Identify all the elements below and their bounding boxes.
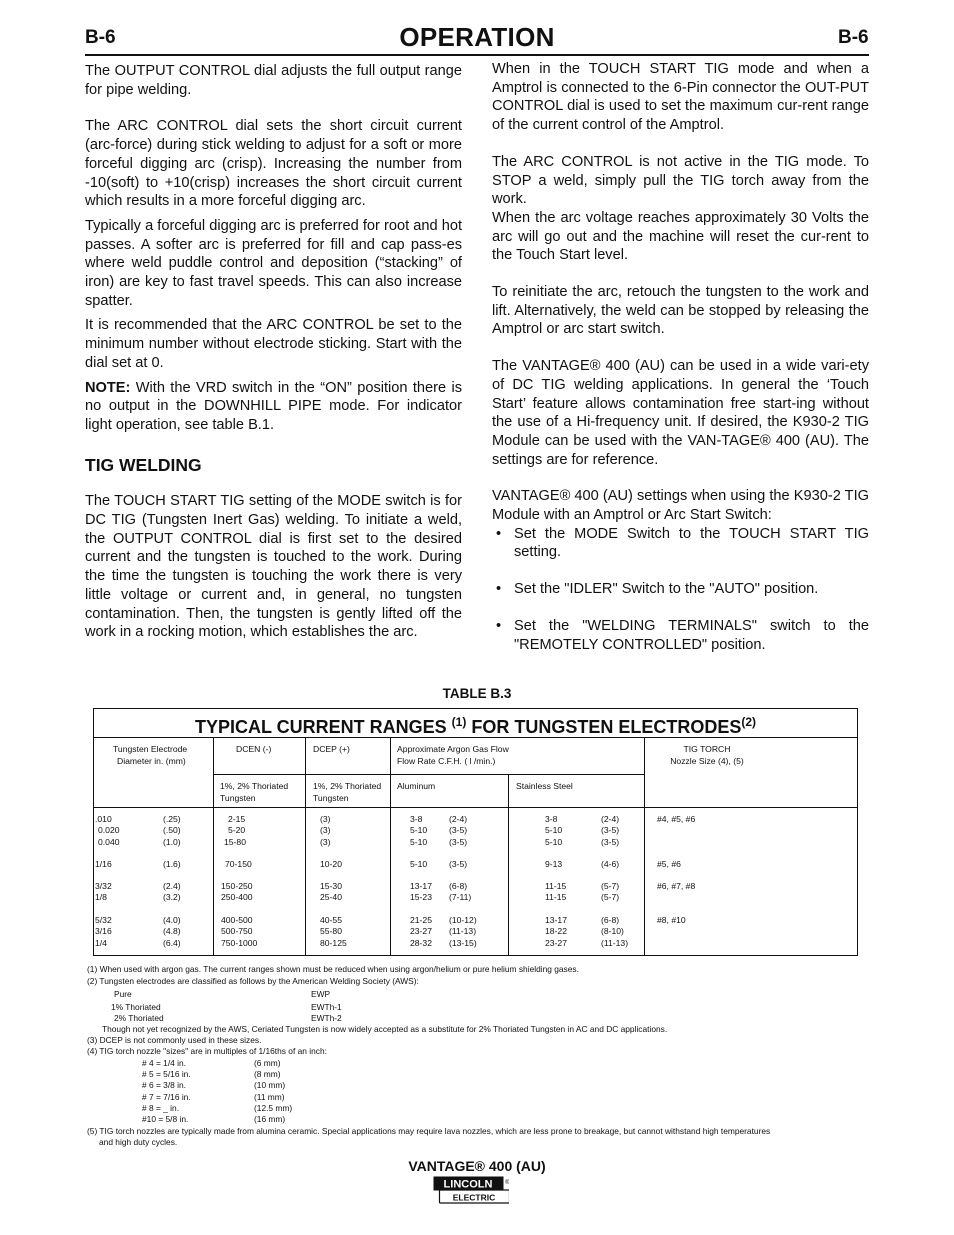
table-divider <box>508 774 509 956</box>
footnote-2: (2) Tungsten electrodes are classified as follows by the American Welding Society (AWS): <box>87 976 419 986</box>
footnote-2-ceriated: Though not yet recognized by the AWS, Ceriated Tungsten is now widely accepted as a substitute for 2% Thoriated Tungsten in AC and DC applications. <box>102 1024 668 1034</box>
table-cell-aluminum-lpm: (11-13) <box>449 926 477 937</box>
table-divider <box>213 738 214 956</box>
header-dcen: DCEN (-) <box>236 744 272 754</box>
nozzle-size: # 5 = 5/16 in. <box>142 1069 191 1080</box>
table-cell-diameter-in: 1/4 <box>95 937 107 948</box>
table-cell-stainless-cfh: 11-15 <box>545 881 567 891</box>
table-cell-diameter-mm: (3.2) <box>163 892 181 903</box>
table-cell-stainless-cfh: 5-10 <box>545 836 563 847</box>
table-divider <box>305 738 306 956</box>
table-cell-stainless-lpm: (5-7) <box>601 892 620 903</box>
nozzle-size-mm: (10 mm) <box>254 1080 286 1091</box>
table-cell-aluminum-cfh: 5-10 <box>410 859 428 869</box>
table-cell-aluminum-cfh: 5-10 <box>410 836 428 847</box>
table-cell-diameter-in: 5/32 <box>95 915 112 925</box>
arc-control-paragraph: The ARC CONTROL dial sets the short circuit current (arc-force) during stick welding to adjust for a soft or more forceful digging arc (crisp). Increasing the number from -10(soft) to +10(crisp) increases the short circuit current which results in a more forceful digging arc. <box>85 118 462 210</box>
footnote-4: (4) TIG torch nozzle "sizes" are in multiples of 1/16ths of an inch: <box>87 1046 327 1056</box>
table-cell-dcep-range: 40-55 <box>320 915 342 925</box>
table-cell-diameter-in: 0.020 <box>98 825 120 836</box>
recommendation-paragraph: It is recommended that the ARC CONTROL be set to the minimum number without electrode sticking. Start with the dial set at 0. <box>85 317 462 371</box>
nozzle-size-mm: (12.5 mm) <box>254 1102 293 1113</box>
table-cell-nozzle-size: #4, #5, #6 <box>657 814 696 824</box>
table-cell-dcep-range: 55-80 <box>320 926 342 937</box>
table-cell-stainless-cfh: 23-27 <box>545 937 567 948</box>
aws-class-code: EWTh-1 <box>311 1002 342 1012</box>
table-cell-dcen-range: 2-15 <box>228 814 246 824</box>
table-cell-stainless-lpm: (6-8) <box>601 915 620 925</box>
aws-class-name: Pure <box>114 989 132 999</box>
nozzle-size: # 6 = 3/8 in. <box>142 1080 187 1091</box>
table-cell-nozzle-size: #8, #10 <box>657 915 686 925</box>
table-cell-dcen-range: 400-500 <box>221 915 253 925</box>
applications-paragraph: The VANTAGE® 400 (AU) can be used in a wide vari-ety of DC TIG welding applications. In general the ‘Touch Start’ feature allows contamination free start-ing without the use of a Hi-frequency unit. If desired, the K930-2 TIG Module can be used with the VAN-TAGE® 400 (AU). The settings are for reference. <box>492 358 869 468</box>
lincoln-electric-logo <box>433 1176 509 1204</box>
table-cell-diameter-mm: (1.6) <box>163 859 181 869</box>
settings-bullet: • Set the MODE Switch to the TOUCH START TIG setting. <box>496 525 869 561</box>
table-cell-dcep-range: (3) <box>320 814 331 824</box>
subheader-stainless: Stainless Steel <box>516 781 573 791</box>
table-cell-aluminum-lpm: (6-8) <box>449 881 468 891</box>
subheader-dcen: 1%, 2% Thoriated Tungsten <box>220 781 289 803</box>
table-divider <box>213 774 644 775</box>
table-cell-aluminum-cfh: 5-10 <box>410 825 428 836</box>
table-cell-diameter-mm: (.50) <box>163 825 181 836</box>
table-cell-diameter-in: 0.040 <box>98 836 120 847</box>
header-dcep: DCEP (+) <box>313 744 350 754</box>
footer-product-name: VANTAGE® 400 (AU) <box>408 1158 546 1174</box>
table-cell-diameter-in: 3/32 <box>95 881 112 891</box>
page-number-left: B-6 <box>85 27 116 48</box>
table-cell-stainless-lpm: (2-4) <box>601 814 620 824</box>
table-cell-stainless-cfh: 9-13 <box>545 859 563 869</box>
table-cell-aluminum-lpm: (13-15) <box>449 937 477 948</box>
table-cell-diameter-in: 3/16 <box>95 926 112 937</box>
output-control-paragraph: The OUTPUT CONTROL dial adjusts the full output range for pipe welding. <box>85 63 462 98</box>
svg-text:ELECTRIC: ELECTRIC <box>452 1192 496 1203</box>
table-cell-aluminum-cfh: 3-8 <box>410 814 423 824</box>
subheader-aluminum: Aluminum <box>397 781 436 791</box>
table-cell-aluminum-lpm: (7-11) <box>449 892 472 903</box>
table-cell-dcep-range: (3) <box>320 825 331 836</box>
table-cell-nozzle-size: #5, #6 <box>657 859 681 869</box>
arc-control-tig-paragraph: The ARC CONTROL is not active in the TIG mode. To STOP a weld, simply pull the TIG torch away from the work. <box>492 153 869 208</box>
amptrol-paragraph: When in the TOUCH START TIG mode and when a Amptrol is connected to the 6-Pin connector the OUT-PUT CONTROL dial is used to set the maximum cur-rent range of the current control of the Amptrol. <box>492 61 869 134</box>
vrd-note <box>85 379 462 435</box>
table-cell-aluminum-lpm: (3-5) <box>449 859 468 869</box>
table-cell-stainless-cfh: 5-10 <box>545 825 563 836</box>
table-cell-aluminum-lpm: (3-5) <box>449 825 468 836</box>
settings-bullet: • Set the "IDLER" Switch to the "AUTO" position. <box>496 581 819 598</box>
table-cell-diameter-mm: (6.4) <box>163 937 181 948</box>
aws-class-name: 1% Thoriated <box>111 1002 161 1012</box>
left-column <box>85 62 462 642</box>
subheader-dcep: 1%, 2% Thoriated Tungsten <box>313 781 382 803</box>
table-cell-dcen-range: 500-750 <box>221 926 253 937</box>
aws-class-name: 2% Thoriated <box>114 1013 164 1023</box>
table-cell-stainless-lpm: (8-10) <box>601 926 624 937</box>
settings-intro-paragraph: VANTAGE® 400 (AU) settings when using the K930-2 TIG Module with an Amptrol or Arc Start Switch: <box>492 488 869 524</box>
table-title: TYPICAL CURRENT RANGES $^{(1)}$ FOR TUNGSTEN ELECTRODES$^{(2)}$ <box>93 708 858 738</box>
table-cell-stainless-lpm: (4-6) <box>601 859 620 869</box>
table-cell-diameter-in: 1/16 <box>95 859 112 869</box>
forceful-arc-paragraph: Typically a forceful digging arc is preferred for root and hot passes. A softer arc is preferred for fill and cap pass-es where weld puddle control and deposition (“stacking” of iron) are key to fast travel speeds. This can also increase spatter. <box>85 217 462 309</box>
page-title: OPERATION <box>399 22 555 52</box>
table-cell-aluminum-lpm: (3-5) <box>449 836 468 847</box>
table-cell-stainless-lpm: (3-5) <box>601 825 620 836</box>
footnote-5-continued: and high duty cycles. <box>99 1137 178 1147</box>
page-number-right: B-6 <box>838 27 869 48</box>
footnote-1: (1) When used with argon gas. The current ranges shown must be reduced when using argon/helium or pure helium shielding gases. <box>87 964 579 974</box>
table-cell-dcen-range: 15-80 <box>224 836 246 847</box>
tig-welding-heading: TIG WELDING <box>85 454 202 475</box>
nozzle-size-mm: (6 mm) <box>254 1058 281 1068</box>
header-electrode: Tungsten Electrode Diameter in. (mm) <box>113 744 188 766</box>
table-label: TABLE B.3 <box>442 686 512 701</box>
nozzle-size: # 7 = 7/16 in. <box>142 1091 191 1102</box>
table-divider <box>390 738 391 956</box>
settings-bullet: • Set the "WELDING TERMINALS" switch to the "REMOTELY CONTROLLED" position. <box>496 617 869 653</box>
nozzle-size: # 8 = _ in. <box>142 1102 180 1113</box>
table-cell-diameter-mm: (4.0) <box>163 915 181 925</box>
footnote-5: (5) TIG torch nozzles are typically made from alumina ceramic. Special applications may require lava nozzles, which are less prone to breakage, but cannot withstand high temperatures <box>87 1126 771 1136</box>
footnote-3: (3) DCEP is not commonly used in these sizes. <box>87 1035 262 1045</box>
table-cell-stainless-cfh: 3-8 <box>545 814 558 824</box>
note-text: With the VRD switch in the “ON” position there is no output in the DOWNHILL PIPE mode. For indicator light operation, see table B.1. <box>85 379 462 433</box>
table-cell-dcep-range: 10-20 <box>320 859 342 869</box>
nozzle-size: #10 = 5/8 in. <box>142 1114 189 1124</box>
right-column <box>492 60 869 654</box>
table-divider <box>94 807 857 808</box>
table-cell-dcen-range: 250-400 <box>221 892 253 903</box>
table-cell-diameter-mm: (.25) <box>163 814 181 824</box>
table-cell-aluminum-lpm: (2-4) <box>449 814 468 824</box>
table-cell-aluminum-lpm: (10-12) <box>449 915 477 925</box>
table-cell-dcep-range: 15-30 <box>320 881 342 891</box>
table-cell-dcep-range: 25-40 <box>320 892 342 903</box>
table-cell-aluminum-cfh: 21-25 <box>410 915 432 925</box>
table-cell-dcen-range: 750-1000 <box>221 937 258 948</box>
table-cell-aluminum-cfh: 23-27 <box>410 926 432 937</box>
table-cell-nozzle-size: #6, #7, #8 <box>657 881 696 891</box>
table-cell-stainless-cfh: 13-17 <box>545 915 567 925</box>
nozzle-size: # 4 = 1/4 in. <box>142 1058 187 1068</box>
svg-text:®: ® <box>505 1180 509 1186</box>
aws-class-code: EWP <box>311 989 331 999</box>
table-cell-dcep-range: 80-125 <box>320 937 347 948</box>
table-cell-dcep-range: (3) <box>320 836 331 847</box>
table-cell-stainless-cfh: 18-22 <box>545 926 567 937</box>
table-cell-diameter-mm: (4.8) <box>163 926 181 937</box>
nozzle-size-mm: (8 mm) <box>254 1069 281 1080</box>
table-cell-dcen-range: 70-150 <box>225 859 252 869</box>
touch-start-paragraph: The TOUCH START TIG setting of the MODE switch is for DC TIG (Tungsten Inert Gas) welding. To initiate a weld, the OUTPUT CONTROL dial is first set to the desired current and the tungsten is touched to the work. During the time the tungsten is touching the work there is very little voltage or current and, in general, no tungsten contamination. Then, the tungsten is gently lifted off the work in a rocking motion, which establishes the arc. <box>85 493 462 641</box>
table-cell-diameter-mm: (2.4) <box>163 881 181 891</box>
nozzle-size-mm: (11 mm) <box>254 1091 285 1102</box>
header-rule <box>85 54 869 56</box>
table-cell-aluminum-cfh: 13-17 <box>410 881 432 891</box>
table-cell-stainless-lpm: (5-7) <box>601 881 620 891</box>
table-divider <box>644 738 645 956</box>
table-cell-stainless-lpm: (3-5) <box>601 836 620 847</box>
table-cell-dcen-range: 150-250 <box>221 881 253 891</box>
table-cell-dcen-range: 5-20 <box>228 825 246 836</box>
svg-text:LINCOLN: LINCOLN <box>443 1178 493 1191</box>
reinitiate-paragraph: To reinitiate the arc, retouch the tungsten to the work and lift. Alternatively, the weld can be stopped by releasing the Amptrol or arc start switch. <box>492 284 869 338</box>
header-gas-flow: Approximate Argon Gas Flow Flow Rate C.F.H. ( l /min.) <box>397 744 509 766</box>
arc-voltage-paragraph: When the arc voltage reaches approximately 30 Volts the arc will go out and the machine will reset the cur-rent to the Touch Start level. <box>492 209 869 264</box>
table-cell-aluminum-cfh: 15-23 <box>410 892 432 903</box>
table-cell-stainless-cfh: 11-15 <box>545 892 567 903</box>
note-label: NOTE: <box>85 379 131 396</box>
aws-class-code: EWTh-2 <box>311 1013 342 1023</box>
nozzle-size-mm: (16 mm) <box>254 1114 286 1124</box>
table-cell-aluminum-cfh: 28-32 <box>410 937 432 948</box>
table-cell-diameter-in: 1/8 <box>95 892 107 903</box>
header-tig-torch: TIG TORCH Nozzle Size (4), (5) <box>670 744 744 766</box>
table-cell-diameter-mm: (1.0) <box>163 836 181 847</box>
table-cell-stainless-lpm: (11-13) <box>601 937 629 948</box>
table-cell-diameter-in: .010 <box>95 814 112 824</box>
